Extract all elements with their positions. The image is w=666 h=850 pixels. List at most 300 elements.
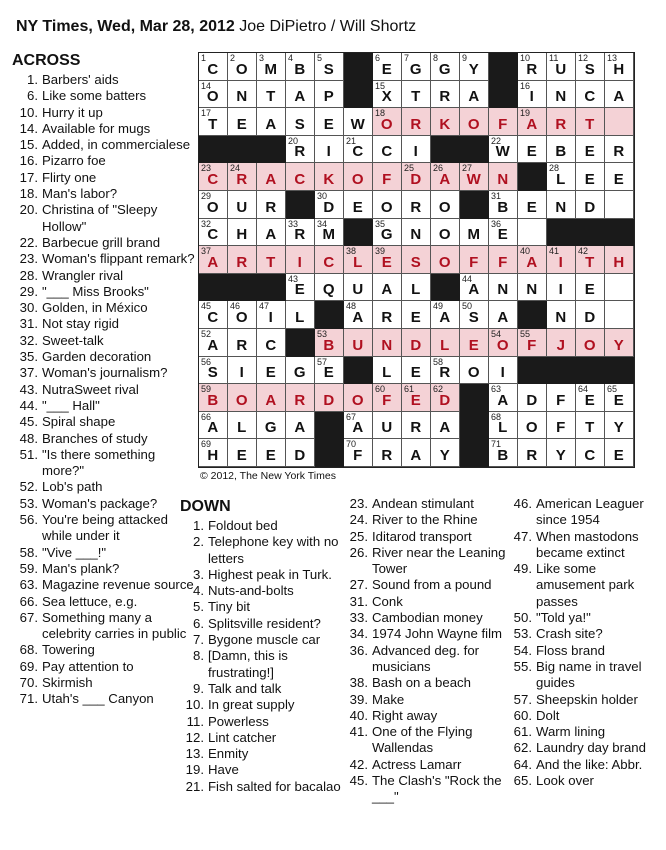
grid-cell[interactable]: [344, 439, 373, 467]
grid-cell[interactable]: [460, 163, 489, 191]
grid-cell[interactable]: [431, 329, 460, 357]
grid-cell[interactable]: [460, 53, 489, 81]
across-clue[interactable]: [12, 642, 200, 658]
clue-text: Man's labor?: [42, 186, 118, 202]
grid-cell[interactable]: [460, 81, 489, 109]
grid-cell[interactable]: [547, 191, 576, 219]
grid-cell[interactable]: [605, 81, 634, 109]
down-clue[interactable]: [178, 730, 343, 746]
across-clue[interactable]: [12, 88, 200, 104]
across-clue[interactable]: [12, 300, 200, 316]
across-clue[interactable]: [12, 545, 200, 561]
grid-cell[interactable]: [402, 357, 431, 385]
grid-cell[interactable]: [373, 274, 402, 302]
down-clue[interactable]: [178, 779, 343, 795]
down-clue[interactable]: [506, 773, 661, 789]
down-clue[interactable]: [342, 643, 507, 676]
grid-cell[interactable]: [605, 301, 634, 329]
grid-cell[interactable]: [547, 53, 576, 81]
grid-cell[interactable]: [315, 384, 344, 412]
down-clue[interactable]: [506, 496, 661, 529]
down-clue[interactable]: [342, 594, 507, 610]
grid-cell[interactable]: [373, 53, 402, 81]
down-clue[interactable]: [342, 610, 507, 626]
grid-cell[interactable]: [576, 412, 605, 440]
across-clue[interactable]: [12, 235, 200, 251]
grid-cell[interactable]: [373, 108, 402, 136]
across-clue[interactable]: [12, 153, 200, 169]
grid-cell[interactable]: [431, 384, 460, 412]
across-clue[interactable]: [12, 202, 200, 235]
grid-cell[interactable]: [228, 246, 257, 274]
down-clue[interactable]: [342, 692, 507, 708]
grid-cell[interactable]: [547, 81, 576, 109]
across-clue[interactable]: [12, 447, 200, 480]
grid-cell[interactable]: [605, 412, 634, 440]
grid-cell[interactable]: [199, 219, 228, 247]
down-clue[interactable]: [342, 529, 507, 545]
grid-cell[interactable]: [228, 108, 257, 136]
grid-cell[interactable]: [605, 191, 634, 219]
grid-cell[interactable]: [286, 412, 315, 440]
grid-cell[interactable]: [199, 246, 228, 274]
grid-cell[interactable]: [547, 136, 576, 164]
grid-cell[interactable]: [489, 439, 518, 467]
grid-cell[interactable]: [518, 53, 547, 81]
grid-cell[interactable]: [605, 136, 634, 164]
cell-letter: P: [323, 88, 335, 106]
grid-cell[interactable]: [373, 329, 402, 357]
down-clue[interactable]: [178, 583, 343, 599]
down-clue[interactable]: [342, 773, 507, 806]
grid-cell[interactable]: [547, 163, 576, 191]
grid-cell[interactable]: [460, 246, 489, 274]
down-clue[interactable]: [178, 648, 343, 681]
grid-cell[interactable]: [199, 384, 228, 412]
across-clue[interactable]: [12, 186, 200, 202]
down-clue[interactable]: [506, 561, 661, 610]
down-clue[interactable]: [178, 599, 343, 615]
grid-cell[interactable]: [257, 384, 286, 412]
grid-cell[interactable]: [489, 274, 518, 302]
cell-number: 8: [433, 53, 439, 63]
across-clue[interactable]: [12, 479, 200, 495]
down-clue[interactable]: [178, 762, 343, 778]
grid-cell[interactable]: [228, 329, 257, 357]
down-clue[interactable]: [342, 675, 507, 691]
cell-letter: U: [555, 60, 567, 78]
grid-cell[interactable]: [576, 108, 605, 136]
clue-text: Towering: [42, 642, 95, 658]
grid-cell[interactable]: [228, 301, 257, 329]
grid-cell[interactable]: [431, 412, 460, 440]
grid-cell[interactable]: [460, 274, 489, 302]
grid-cell[interactable]: [315, 219, 344, 247]
down-clue[interactable]: [178, 681, 343, 697]
grid-cell[interactable]: [489, 163, 518, 191]
grid-cell[interactable]: [344, 274, 373, 302]
grid-cell[interactable]: [489, 219, 518, 247]
across-clue[interactable]: [12, 72, 200, 88]
grid-cell[interactable]: [402, 439, 431, 467]
across-clue[interactable]: [12, 268, 200, 284]
across-clue[interactable]: [12, 382, 200, 398]
grid-cell[interactable]: [518, 329, 547, 357]
down-clue[interactable]: [342, 708, 507, 724]
grid-cell[interactable]: [431, 53, 460, 81]
grid-cell[interactable]: [518, 384, 547, 412]
clue-number: 1.: [193, 518, 204, 533]
grid-cell[interactable]: [431, 246, 460, 274]
grid-cell[interactable]: [228, 357, 257, 385]
cell-letter: I: [558, 253, 564, 271]
grid-cell[interactable]: [257, 191, 286, 219]
grid-cell[interactable]: [489, 384, 518, 412]
grid-cell[interactable]: [286, 246, 315, 274]
grid-cell[interactable]: [344, 412, 373, 440]
grid-cell[interactable]: [228, 81, 257, 109]
cell-letter: R: [381, 446, 393, 464]
grid-cell[interactable]: [431, 108, 460, 136]
cell-number: 19: [520, 108, 531, 119]
grid-cell[interactable]: [547, 246, 576, 274]
grid-cell[interactable]: [460, 357, 489, 385]
cell-number: 29: [201, 191, 212, 201]
grid-cell[interactable]: [199, 81, 228, 109]
grid-cell[interactable]: [431, 439, 460, 467]
grid-cell[interactable]: [402, 53, 431, 81]
down-clue[interactable]: [506, 740, 661, 756]
grid-cell[interactable]: [228, 53, 257, 81]
grid-cell[interactable]: [605, 246, 634, 274]
grid-cell[interactable]: [460, 219, 489, 247]
grid-cell[interactable]: [431, 357, 460, 385]
grid-cell[interactable]: [286, 357, 315, 385]
clue-text: "Is there something more?": [42, 446, 156, 479]
grid-cell[interactable]: [489, 246, 518, 274]
across-clue[interactable]: [12, 365, 200, 381]
grid-cell[interactable]: [431, 81, 460, 109]
grid-cell[interactable]: [402, 412, 431, 440]
down-clue[interactable]: [506, 659, 661, 692]
grid-cell[interactable]: [373, 136, 402, 164]
cell-letter: I: [297, 253, 303, 271]
down-clue[interactable]: [506, 529, 661, 562]
grid-cell[interactable]: [547, 439, 576, 467]
grid-cell[interactable]: [257, 219, 286, 247]
grid-cell[interactable]: [373, 384, 402, 412]
grid-cell[interactable]: [402, 301, 431, 329]
down-clue[interactable]: [178, 746, 343, 762]
grid-cell[interactable]: [373, 412, 402, 440]
grid-cell[interactable]: [257, 301, 286, 329]
grid-cell[interactable]: [402, 163, 431, 191]
grid-cell[interactable]: [547, 412, 576, 440]
across-clue[interactable]: [12, 251, 200, 267]
clue-number: 34.: [349, 626, 368, 642]
grid-cell[interactable]: [402, 384, 431, 412]
grid-cell[interactable]: [286, 136, 315, 164]
grid-cell[interactable]: [257, 412, 286, 440]
grid-cell[interactable]: [344, 384, 373, 412]
grid-cell[interactable]: [344, 301, 373, 329]
across-clue[interactable]: [12, 691, 200, 707]
grid-cell[interactable]: [373, 357, 402, 385]
grid-cell[interactable]: [286, 53, 315, 81]
down-clue[interactable]: [342, 757, 507, 773]
across-clue[interactable]: [12, 561, 200, 577]
grid-cell[interactable]: [460, 329, 489, 357]
across-clue[interactable]: [12, 512, 200, 545]
grid-cell[interactable]: [518, 136, 547, 164]
down-clue[interactable]: [342, 512, 507, 528]
grid-cell[interactable]: [547, 329, 576, 357]
across-clue[interactable]: [12, 610, 200, 643]
grid-cell[interactable]: [576, 274, 605, 302]
grid-cell[interactable]: [373, 301, 402, 329]
grid-cell[interactable]: [576, 439, 605, 467]
across-clue[interactable]: [12, 414, 200, 430]
across-clue[interactable]: [12, 659, 200, 675]
grid-cell[interactable]: [344, 136, 373, 164]
grid-cell[interactable]: [199, 329, 228, 357]
down-clue[interactable]: [506, 692, 661, 708]
grid-cell[interactable]: [373, 81, 402, 109]
grid-cell[interactable]: [373, 246, 402, 274]
grid-cell[interactable]: [605, 163, 634, 191]
grid-cell[interactable]: [547, 274, 576, 302]
grid-cell[interactable]: [431, 301, 460, 329]
grid-cell[interactable]: [489, 301, 518, 329]
grid-cell[interactable]: [199, 412, 228, 440]
grid-cell[interactable]: [402, 136, 431, 164]
clue-text: Available for mugs: [42, 120, 151, 136]
grid-cell[interactable]: [576, 246, 605, 274]
grid-cell[interactable]: [402, 274, 431, 302]
grid-cell[interactable]: [518, 439, 547, 467]
grid-cell[interactable]: [315, 163, 344, 191]
grid-cell[interactable]: [576, 53, 605, 81]
grid-cell[interactable]: [576, 301, 605, 329]
grid-cell[interactable]: [257, 246, 286, 274]
grid-cell[interactable]: [286, 81, 315, 109]
grid-cell[interactable]: [228, 384, 257, 412]
grid-cell[interactable]: [286, 301, 315, 329]
grid-cell[interactable]: [199, 301, 228, 329]
grid-cell[interactable]: [605, 439, 634, 467]
across-clue[interactable]: [12, 105, 200, 121]
grid-cell[interactable]: [605, 108, 634, 136]
grid-cell[interactable]: [518, 81, 547, 109]
across-clue[interactable]: [12, 594, 200, 610]
grid-cell[interactable]: [547, 108, 576, 136]
down-clue[interactable]: [506, 724, 661, 740]
grid-cell[interactable]: [257, 81, 286, 109]
grid-cell[interactable]: [315, 53, 344, 81]
grid-cell[interactable]: [489, 357, 518, 385]
across-clue[interactable]: [12, 284, 200, 300]
cell-letter: A: [497, 308, 509, 326]
clue-text: Like some batters: [42, 88, 147, 104]
across-clue[interactable]: [12, 333, 200, 349]
clue-text: Branches of study: [42, 430, 148, 446]
down-clue[interactable]: [178, 616, 343, 632]
down-clue[interactable]: [178, 697, 343, 713]
clue-number: 51.: [19, 446, 38, 462]
grid-cell[interactable]: [315, 81, 344, 109]
grid-cell[interactable]: [315, 329, 344, 357]
grid-cell[interactable]: [605, 274, 634, 302]
clue-number: 36.: [349, 642, 368, 658]
grid-cell[interactable]: [460, 108, 489, 136]
down-clue[interactable]: [342, 626, 507, 642]
down-clue[interactable]: [178, 632, 343, 648]
grid-cell[interactable]: [518, 274, 547, 302]
grid-cell[interactable]: [518, 246, 547, 274]
grid-cell[interactable]: [286, 163, 315, 191]
cell-letter: Y: [439, 446, 451, 464]
cell-number: 68: [491, 411, 502, 422]
grid-cell[interactable]: [460, 301, 489, 329]
grid-cell[interactable]: [576, 136, 605, 164]
grid-cell[interactable]: [373, 439, 402, 467]
across-clue[interactable]: [12, 349, 200, 365]
down-clue[interactable]: [178, 567, 343, 583]
grid-cell[interactable]: [344, 329, 373, 357]
cell-letter: Y: [613, 419, 625, 437]
grid-cell[interactable]: [315, 246, 344, 274]
grid-cell[interactable]: [315, 108, 344, 136]
grid-cell[interactable]: [228, 219, 257, 247]
grid-cell[interactable]: [199, 163, 228, 191]
down-clue[interactable]: [506, 626, 661, 642]
across-clue[interactable]: [12, 316, 200, 332]
down-clue[interactable]: [342, 577, 507, 593]
down-clue[interactable]: [342, 724, 507, 757]
grid-cell[interactable]: [315, 274, 344, 302]
grid-cell[interactable]: [373, 219, 402, 247]
grid-cell[interactable]: [605, 53, 634, 81]
down-clue[interactable]: [342, 496, 507, 512]
grid-cell[interactable]: [402, 191, 431, 219]
grid-cell[interactable]: [489, 108, 518, 136]
down-clue[interactable]: [178, 518, 343, 534]
grid-cell[interactable]: [547, 301, 576, 329]
grid-cell[interactable]: [315, 191, 344, 219]
grid-cell[interactable]: [605, 384, 634, 412]
grid-cell[interactable]: [286, 274, 315, 302]
grid-cell[interactable]: [431, 163, 460, 191]
across-clue[interactable]: [12, 137, 200, 153]
across-clue[interactable]: [12, 431, 200, 447]
across-clue[interactable]: [12, 170, 200, 186]
grid-cell[interactable]: [518, 219, 547, 247]
across-clue[interactable]: [12, 496, 200, 512]
down-clue[interactable]: [506, 643, 661, 659]
cell-letter: A: [265, 226, 277, 244]
grid-cell[interactable]: [228, 191, 257, 219]
grid-cell[interactable]: [228, 412, 257, 440]
down-clue[interactable]: [506, 708, 661, 724]
clue-text: Spiral shape: [42, 414, 116, 430]
grid-cell[interactable]: [518, 412, 547, 440]
grid-cell[interactable]: [257, 329, 286, 357]
grid-cell[interactable]: [576, 384, 605, 412]
grid-cell[interactable]: [344, 163, 373, 191]
grid-cell[interactable]: [199, 191, 228, 219]
clue-text: "Told ya!": [536, 610, 591, 626]
grid-cell[interactable]: [576, 329, 605, 357]
grid-cell[interactable]: [199, 357, 228, 385]
grid-cell[interactable]: [257, 439, 286, 467]
grid-cell[interactable]: [257, 53, 286, 81]
grid-cell[interactable]: [518, 108, 547, 136]
down-clue[interactable]: [342, 545, 507, 578]
down-clue[interactable]: [506, 757, 661, 773]
grid-cell[interactable]: [199, 108, 228, 136]
across-clue[interactable]: [12, 121, 200, 137]
grid-cell[interactable]: [286, 219, 315, 247]
cell-number: 37: [201, 246, 212, 257]
grid-cell[interactable]: [315, 357, 344, 385]
grid-cell[interactable]: [402, 246, 431, 274]
cell-letter: O: [525, 419, 539, 437]
down-clue[interactable]: [178, 714, 343, 730]
grid-cell[interactable]: [286, 439, 315, 467]
across-clue[interactable]: [12, 398, 200, 414]
grid-cell[interactable]: [199, 439, 228, 467]
grid-cell[interactable]: [489, 136, 518, 164]
grid-cell[interactable]: [605, 329, 634, 357]
cell-letter: Y: [555, 446, 567, 464]
cell-letter: A: [294, 88, 306, 106]
grid-cell[interactable]: [402, 81, 431, 109]
grid-cell[interactable]: [257, 108, 286, 136]
grid-cell[interactable]: [576, 163, 605, 191]
grid-cell[interactable]: [286, 108, 315, 136]
grid-cell[interactable]: [547, 384, 576, 412]
grid-cell[interactable]: [402, 108, 431, 136]
grid-cell[interactable]: [576, 191, 605, 219]
cell-letter: E: [526, 143, 538, 161]
grid-cell[interactable]: [257, 357, 286, 385]
grid-cell[interactable]: [315, 136, 344, 164]
grid-cell[interactable]: [431, 219, 460, 247]
grid-cell[interactable]: [373, 191, 402, 219]
grid-cell[interactable]: [199, 53, 228, 81]
grid-cell[interactable]: [344, 191, 373, 219]
down-clue[interactable]: [506, 610, 661, 626]
across-clue[interactable]: [12, 577, 200, 593]
grid-cell[interactable]: [489, 412, 518, 440]
grid-cell[interactable]: [257, 163, 286, 191]
grid-cell[interactable]: [402, 329, 431, 357]
grid-cell[interactable]: [489, 191, 518, 219]
across-clue[interactable]: [12, 675, 200, 691]
grid-cell[interactable]: [228, 439, 257, 467]
down-clue[interactable]: [178, 534, 343, 567]
grid-cell[interactable]: [373, 163, 402, 191]
grid-cell[interactable]: [518, 191, 547, 219]
grid-cell[interactable]: [228, 163, 257, 191]
grid-cell[interactable]: [344, 108, 373, 136]
grid-cell[interactable]: [344, 246, 373, 274]
grid-cell[interactable]: [431, 191, 460, 219]
grid-cell[interactable]: [576, 81, 605, 109]
grid-cell[interactable]: [286, 384, 315, 412]
grid-cell[interactable]: [402, 219, 431, 247]
grid-cell[interactable]: [489, 329, 518, 357]
